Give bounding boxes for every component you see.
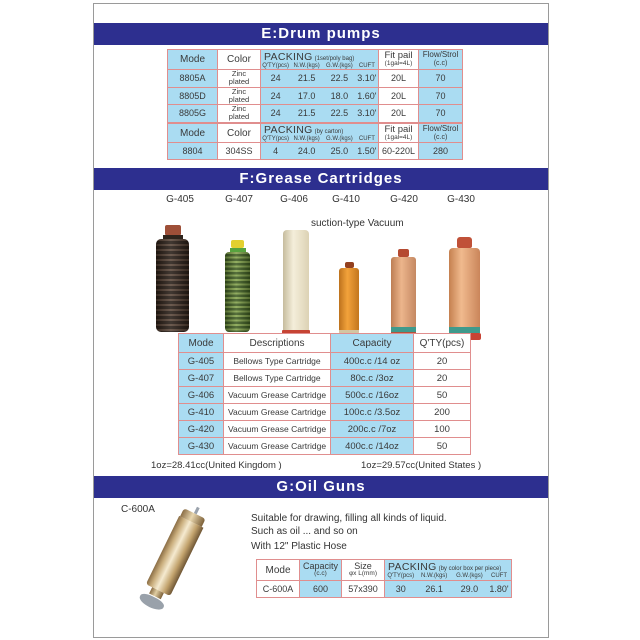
packing-subheaders: Q'TY(pcs) N.W.(kgs) G.W.(kgs) CUFT xyxy=(387,573,507,579)
cartridge-g407-image xyxy=(225,240,250,332)
g405-bellows-body xyxy=(156,239,189,332)
table-row xyxy=(179,421,471,438)
capacity-cell: 400c.c /14 oz xyxy=(331,353,414,370)
mode-cell: G-420 xyxy=(179,421,224,438)
color-cell: Zinc plated xyxy=(218,70,261,88)
section-title: E:Drum pumps xyxy=(261,25,381,42)
cartridge-label-g407: G-407 xyxy=(225,194,253,205)
col-header-flow: Flow/Strol (c.c) xyxy=(419,124,463,143)
oil-gun-table xyxy=(256,559,512,598)
table-row xyxy=(179,387,471,404)
cartridge-label-g410: G-410 xyxy=(332,194,360,205)
packing-subheaders: Q'TY(pcs) N.W.(kgs) G.W.(kgs) CUFT xyxy=(262,62,375,69)
qty-cell: 100 xyxy=(414,421,471,438)
col-header-mode: Mode xyxy=(168,124,218,143)
color-cell: Zinc plated xyxy=(218,87,261,105)
qty-cell: 50 xyxy=(414,387,471,404)
mode-cell: G-406 xyxy=(179,387,224,404)
qty-cell: 200 xyxy=(414,404,471,421)
g430-cap xyxy=(457,237,472,248)
col-header-packing: PACKING (by color box per piece) Q'TY(pcs) N.W.(kgs) G.W.(kgs) CUFT xyxy=(385,560,512,581)
packing-cell: 24 21.5 22.5 3.10' xyxy=(261,70,379,88)
oil-gun-image xyxy=(135,501,211,615)
packing-cell: 30 26.1 29.0 1.80' xyxy=(385,581,512,598)
g410-body xyxy=(339,268,359,330)
mode-cell: 8805G xyxy=(168,105,218,123)
mode-cell: G-405 xyxy=(179,353,224,370)
color-cell: 304SS xyxy=(218,143,261,160)
g420-body xyxy=(391,257,416,327)
col-header-mode: Mode xyxy=(179,334,224,353)
cartridge-g420-image xyxy=(391,249,416,335)
description-cell: Vacuum Grease Cartridge xyxy=(224,421,331,438)
section-header-oil-guns xyxy=(94,476,548,498)
col-header-color: Color xyxy=(218,124,261,143)
drum-pumps-polybag-table xyxy=(167,49,463,123)
cartridge-label-g406: G-406 xyxy=(280,194,308,205)
fit-pail-cell: 60-220L xyxy=(379,143,419,160)
hose-note: With 12" Plastic Hose xyxy=(251,541,347,552)
table-row xyxy=(168,70,463,88)
g406-body xyxy=(283,230,309,330)
mode-cell: 8804 xyxy=(168,143,218,160)
col-header-packing: PACKING (by carton) Q'TY(pcs) N.W.(kgs) G.W.(kgs) CUFT xyxy=(261,124,379,143)
packing-cell: 24 21.5 22.5 3.10' xyxy=(261,105,379,123)
mode-cell: G-430 xyxy=(179,438,224,455)
flow-cell: 70 xyxy=(419,105,463,123)
g407-bellows-body xyxy=(225,252,250,332)
flow-cell: 280 xyxy=(419,143,463,160)
cartridge-label-g430: G-430 xyxy=(447,194,475,205)
col-header-fit-pail: Fit pail (1gal=4L) xyxy=(379,124,419,143)
col-header-capacity: Capacity xyxy=(331,334,414,353)
col-header-qty: Q'TY(pcs) xyxy=(414,334,471,353)
suction-type-vacuum-note: suction-type Vacuum xyxy=(311,218,404,229)
g420-cap xyxy=(398,249,409,257)
fit-pail-cell: 20L xyxy=(379,87,419,105)
oil-gun-description xyxy=(251,512,447,538)
col-header-flow: Flow/Strol (c.c) xyxy=(419,50,463,70)
size-cell: 57x390 xyxy=(342,581,385,598)
table-row xyxy=(257,581,512,598)
flow-cell: 70 xyxy=(419,87,463,105)
section-header-drum-pumps xyxy=(94,23,548,45)
packing-cell: 24 17.0 18.0 1.60' xyxy=(261,87,379,105)
capacity-cell: 400c.c /14oz xyxy=(331,438,414,455)
mode-cell: 8805A xyxy=(168,70,218,88)
col-header-mode: Mode xyxy=(168,50,218,70)
col-header-descriptions: Descriptions xyxy=(224,334,331,353)
capacity-cell: 600 xyxy=(300,581,342,598)
description-cell: Bellows Type Cartridge xyxy=(224,370,331,387)
flow-cell: 70 xyxy=(419,70,463,88)
qty-cell: 50 xyxy=(414,438,471,455)
description-cell: Vacuum Grease Cartridge xyxy=(224,438,331,455)
section-header-grease-cartridges xyxy=(94,168,548,190)
section-title: F:Grease Cartridges xyxy=(239,170,403,187)
table-row xyxy=(179,438,471,455)
footnote-us-oz-conversion: 1oz=29.57cc(United States ) xyxy=(361,460,482,471)
mode-cell: G-407 xyxy=(179,370,224,387)
packing-cell: 4 24.0 25.0 1.50' xyxy=(261,143,379,160)
col-header-size: Size φx L(mm) xyxy=(342,560,385,581)
table-row xyxy=(168,105,463,123)
cartridge-label-g420: G-420 xyxy=(390,194,418,205)
catalog-page xyxy=(93,3,549,638)
description-line-1: Suitable for drawing, filling all kinds of liquid. xyxy=(251,513,447,524)
mode-cell: G-410 xyxy=(179,404,224,421)
description-cell: Vacuum Grease Cartridge xyxy=(224,404,331,421)
qty-cell: 20 xyxy=(414,370,471,387)
drum-pumps-carton-table xyxy=(167,123,463,160)
color-cell: Zinc plated xyxy=(218,105,261,123)
g405-cap xyxy=(165,225,181,235)
fit-pail-cell: 20L xyxy=(379,105,419,123)
table-row xyxy=(179,353,471,370)
gun-barrel xyxy=(145,516,203,596)
cartridge-g406-image xyxy=(282,230,310,337)
col-header-mode: Mode xyxy=(257,560,300,581)
table-row xyxy=(179,404,471,421)
capacity-cell: 200c.c /7oz xyxy=(331,421,414,438)
qty-cell: 20 xyxy=(414,353,471,370)
mode-cell: C-600A xyxy=(257,581,300,598)
capacity-cell: 500c.c /16oz xyxy=(331,387,414,404)
section-title: G:Oil Guns xyxy=(276,478,366,495)
fit-pail-cell: 20L xyxy=(379,70,419,88)
capacity-cell: 80c.c /3oz xyxy=(331,370,414,387)
description-cell: Bellows Type Cartridge xyxy=(224,353,331,370)
g407-cap xyxy=(231,240,244,248)
col-header-capacity: Capacity (c.c) xyxy=(300,560,342,581)
grease-cartridge-table xyxy=(178,333,471,455)
cartridge-g405-image xyxy=(156,225,189,332)
table-row xyxy=(179,370,471,387)
col-header-packing: PACKING (1set/poly bag) Q'TY(pcs) N.W.(kgs) G.W.(kgs) CUFT xyxy=(261,50,379,70)
capacity-cell: 100c.c /3.5oz xyxy=(331,404,414,421)
table-row xyxy=(168,87,463,105)
table-row xyxy=(168,143,463,160)
cartridge-label-g405: G-405 xyxy=(166,194,194,205)
cartridge-g430-image xyxy=(448,237,481,340)
mode-cell: 8805D xyxy=(168,87,218,105)
cartridge-g410-image xyxy=(339,262,359,334)
description-cell: Vacuum Grease Cartridge xyxy=(224,387,331,404)
g430-body xyxy=(449,248,480,327)
col-header-color: Color xyxy=(218,50,261,70)
description-line-2: Such as oil ... and so on xyxy=(251,526,358,537)
col-header-fit-pail: Fit pail (1gal=4L) xyxy=(379,50,419,70)
footnote-uk-oz-conversion: 1oz=28.41cc(United Kingdom ) xyxy=(151,460,282,471)
oil-gun-model-label: C-600A xyxy=(121,504,155,515)
packing-subheaders: Q'TY(pcs) N.W.(kgs) G.W.(kgs) CUFT xyxy=(262,136,375,142)
